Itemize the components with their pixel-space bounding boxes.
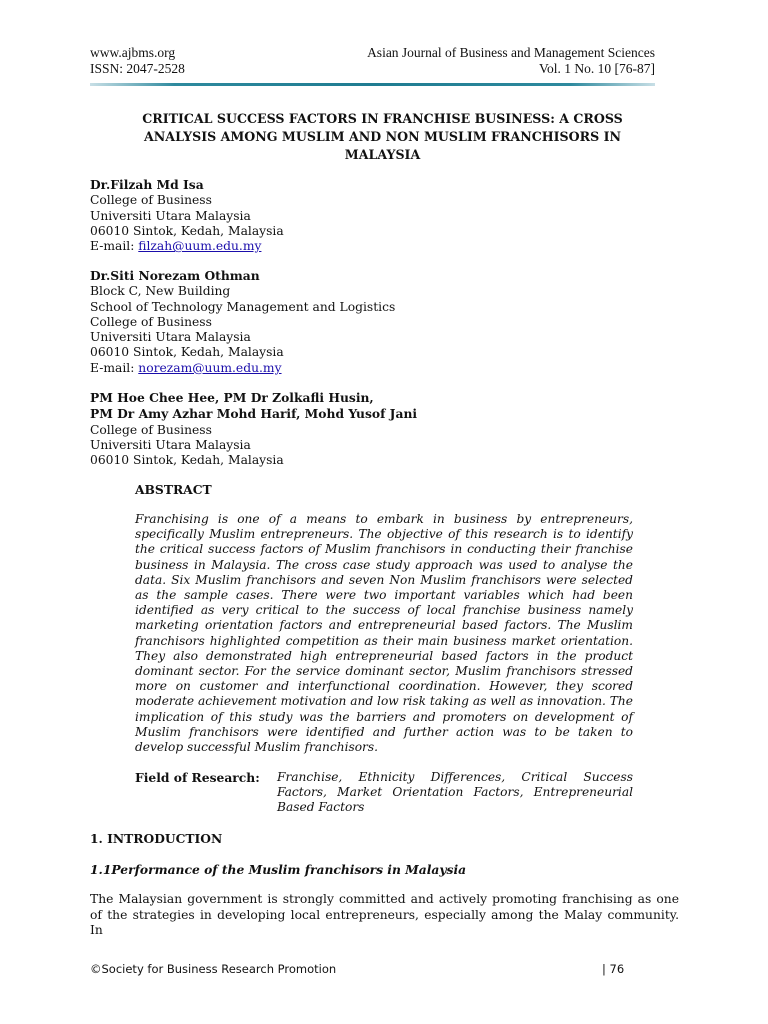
- affiliation-line: 06010 Sintok, Kedah, Malaysia: [90, 345, 284, 360]
- journal-website: www.ajbms.org: [90, 45, 176, 60]
- email-link[interactable]: norezam@uum.edu.my: [138, 360, 282, 375]
- affiliation-line: College of Business: [90, 422, 212, 437]
- intro-paragraph: The Malaysian government is strongly committed and actively promoting franchising as one of the strategies in developing local entrepreneurs, especially among the Malay community. In: [90, 892, 679, 937]
- affiliation-line: 06010 Sintok, Kedah, Malaysia: [90, 453, 284, 468]
- email-line: [90, 239, 284, 254]
- field-of-research-label: Field of Research:: [135, 770, 260, 785]
- affiliation-line: College of Business: [90, 193, 212, 208]
- email-link[interactable]: filzah@uum.edu.my: [138, 239, 262, 254]
- affiliation-line: Universiti Utara Malaysia: [90, 437, 251, 452]
- paper-title: CRITICAL SUCCESS FACTORS IN FRANCHISE BUSINESS: A CROSS ANALYSIS AMONG MUSLIM AND NON MUSLIM FRANCHISORS IN MALAYSIA: [142, 111, 623, 162]
- header-rule: [90, 83, 655, 86]
- author-block-1: [90, 177, 284, 254]
- section-heading: 1. INTRODUCTION: [90, 831, 223, 846]
- author-names: PM Hoe Chee Hee, PM Dr Zolkafli Husin,: [90, 390, 374, 405]
- affiliation-line: College of Business: [90, 314, 212, 329]
- journal-name: Asian Journal of Business and Management Sciences: [367, 45, 655, 60]
- abstract-heading: ABSTRACT: [135, 482, 212, 497]
- author-name: Dr.Siti Norezam Othman: [90, 268, 260, 283]
- header-left: [90, 45, 185, 77]
- header-right: [367, 45, 655, 77]
- affiliation-line: 06010 Sintok, Kedah, Malaysia: [90, 223, 284, 238]
- author-block-3: [90, 390, 417, 468]
- author-names: PM Dr Amy Azhar Mohd Harif, Mohd Yusof Jani: [90, 406, 418, 422]
- footer-copyright: ©Society for Business Research Promotion: [90, 962, 337, 976]
- author-name: Dr.Filzah Md Isa: [90, 177, 204, 192]
- field-of-research-text: Franchise, Ethnicity Differences, Critical Success Factors, Market Orientation Factors, Entrepreneurial Based Factors: [277, 770, 633, 815]
- journal-issn: ISSN: 2047-2528: [90, 61, 185, 76]
- affiliation-line: School of Technology Management and Logistics: [90, 299, 396, 314]
- abstract-text: Franchising is one of a means to embark in business by entrepreneurs, specifically Muslim entrepreneurs. The objective of this research is to identify the critical success factors of Muslim franchisors in conducting their franchise business in Malaysia. The cross case study approach was used to analyse the data. Six Muslim franchisors and seven Non Muslim franchisors were selected as the sample cases. There were two important variables which had been identified as very critical to the success of local franchise business namely marketing orientation factors and entrepreneurial based factors. The Muslim franchisors highlighted competition as their main business market orientation. They also demonstrated high entrepreneurial based factors in the product dominant sector. For the service dominant sector, Muslim franchisors stressed more on customer and interfunctional coordination. However, they scored moderate achievement motivation and low risk taking as well as innovation. The implication of this study was the barriers and promoters on development of Muslim franchisors were identified and further action was to be taken to develop successful Muslim franchisors.: [135, 512, 633, 755]
- page-number: | 76: [602, 962, 625, 976]
- subsection-heading: 1.1Performance of the Muslim franchisors in Malaysia: [90, 862, 467, 877]
- email-line: [90, 361, 395, 376]
- affiliation-line: Block C, New Building: [90, 284, 231, 299]
- affiliation-line: Universiti Utara Malaysia: [90, 330, 251, 345]
- author-block-2: [90, 268, 395, 376]
- email-label: E-mail:: [90, 360, 139, 375]
- journal-volume: Vol. 1 No. 10 [76-87]: [539, 61, 655, 76]
- affiliation-line: Universiti Utara Malaysia: [90, 208, 251, 223]
- email-label: E-mail:: [90, 239, 139, 254]
